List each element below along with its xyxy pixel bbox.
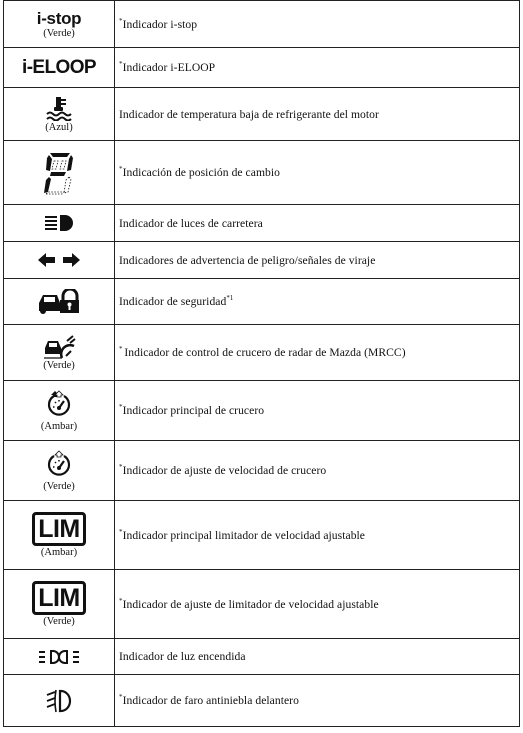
shift-position-p-icon — [42, 150, 76, 196]
table-row — [4, 501, 520, 570]
description-cell — [115, 205, 520, 242]
description-cell — [115, 88, 520, 141]
color-label: (Ambar) — [40, 420, 78, 432]
description-text: Indicador principal limitador de velocidad ajustable — [122, 528, 366, 542]
table-row — [4, 279, 520, 325]
i-eloop-icon: i-ELOOP — [22, 57, 96, 78]
description-text: Indicador de control de crucero de radar de Mazda (MRCC) — [124, 346, 406, 359]
icon-cell — [4, 639, 115, 675]
description-cell — [115, 441, 520, 501]
footnote-mark: * — [119, 165, 123, 173]
lim-main-icon: LIM — [32, 512, 86, 546]
color-label: (Verde) — [43, 616, 75, 627]
icon-cell — [4, 279, 115, 325]
description-cell — [115, 48, 520, 88]
table-row — [4, 675, 520, 727]
description-text: Indicador de luz encendida — [119, 650, 246, 663]
security-lock-car-icon — [37, 289, 81, 315]
table-row — [4, 325, 520, 381]
description-text: Indicador i-ELOOP — [122, 61, 216, 74]
footnote-mark: * — [119, 527, 123, 536]
icon-cell — [4, 381, 115, 441]
icon-cell — [4, 441, 115, 501]
lights-on-icon — [37, 649, 81, 665]
icon-cell — [4, 1, 115, 48]
footnote-mark: * — [119, 403, 123, 411]
color-label: (Azul) — [45, 122, 73, 133]
description-text: Indicador i-stop — [122, 17, 198, 31]
color-label: (Verde) — [43, 480, 75, 492]
description-cell — [115, 501, 520, 570]
color-label: (Verde) — [43, 359, 75, 371]
table-row — [4, 1, 520, 48]
description-cell — [115, 1, 520, 48]
radar-cruise-control-icon — [42, 335, 76, 359]
description-cell — [115, 141, 520, 205]
icon-cell — [4, 205, 115, 242]
icon-cell — [4, 141, 115, 205]
description-text: Indicador de temperatura baja de refrigerante del motor — [119, 107, 379, 121]
footnote-mark: * — [119, 16, 123, 25]
description-cell — [115, 570, 520, 639]
cruise-main-icon — [45, 390, 73, 420]
footnote-mark: * — [119, 463, 123, 471]
table-row — [4, 441, 520, 501]
description-cell — [115, 639, 520, 675]
icon-cell — [4, 501, 115, 570]
icon-cell — [4, 242, 115, 279]
i-stop-icon: i-stop — [36, 8, 82, 28]
description-cell — [115, 242, 520, 279]
footnote-mark: *1 — [226, 294, 234, 302]
description-text: Indicación de posición de cambio — [122, 166, 280, 179]
footnote-mark: * — [119, 693, 123, 701]
icon-cell — [4, 570, 115, 639]
table-row — [4, 88, 520, 141]
footnote-mark: * — [119, 60, 123, 68]
table-row — [4, 570, 520, 639]
color-label: (Ambar) — [40, 547, 78, 558]
icon-cell — [4, 88, 115, 141]
front-fog-light-icon — [44, 687, 74, 715]
table-row — [4, 639, 520, 675]
table-row — [4, 242, 520, 279]
description-text: Indicador principal de crucero — [122, 404, 265, 417]
description-cell — [115, 325, 520, 381]
lim-set-icon: LIM — [32, 581, 86, 615]
description-cell — [115, 381, 520, 441]
icon-cell — [4, 325, 115, 381]
high-beam-icon — [42, 213, 76, 233]
table-row — [4, 205, 520, 242]
description-text: Indicador de ajuste de velocidad de crucero — [122, 464, 327, 477]
icon-cell — [4, 48, 115, 88]
color-label: (Verde) — [43, 27, 75, 39]
icon-cell — [4, 675, 115, 727]
table-row — [4, 141, 520, 205]
description-text: Indicadores de advertencia de peligro/señales de viraje — [119, 253, 376, 267]
low-coolant-temperature-icon — [44, 95, 74, 121]
description-cell — [115, 675, 520, 727]
footnote-mark: * — [119, 345, 125, 353]
table-row — [4, 381, 520, 441]
indicator-table — [3, 0, 520, 727]
description-text: Indicador de ajuste de limitador de velocidad ajustable — [122, 597, 379, 611]
description-text: Indicador de seguridad — [119, 295, 227, 308]
footnote-mark: * — [119, 596, 123, 605]
turn-signal-arrows-icon — [37, 252, 81, 268]
description-text: Indicador de faro antiniebla delantero — [122, 694, 299, 707]
description-text: Indicador de luces de carretera — [119, 216, 263, 230]
table-row — [4, 48, 520, 88]
cruise-set-icon — [45, 450, 73, 480]
description-cell — [115, 279, 520, 325]
